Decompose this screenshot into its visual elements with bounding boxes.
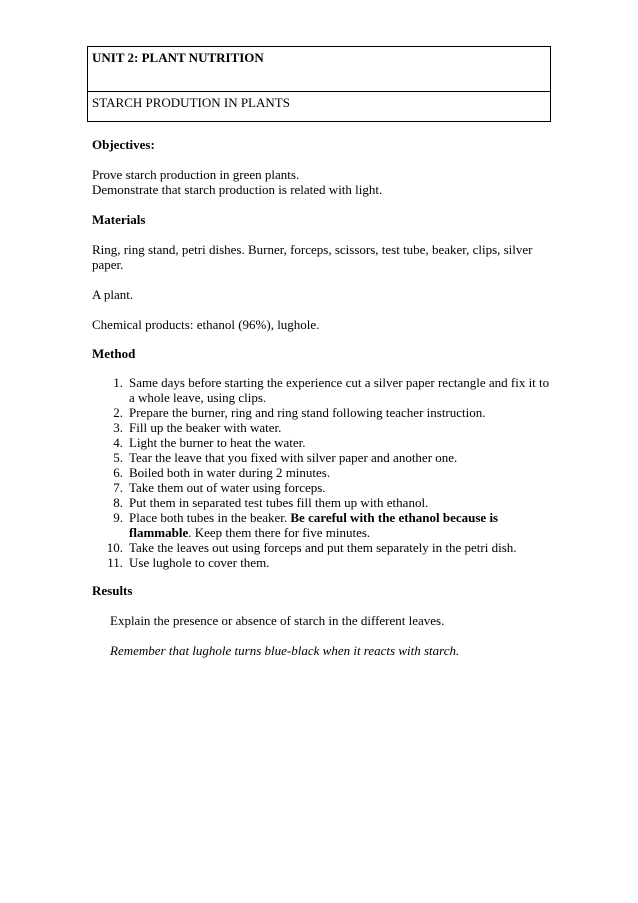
step-text: Use lughole to cover them.	[129, 555, 270, 570]
method-step	[92, 480, 552, 495]
method-step	[92, 435, 552, 450]
safety-warning: Be careful with the ethanol because is flammable	[129, 510, 499, 540]
unit-title: UNIT 2: PLANT NUTRITION	[92, 50, 264, 65]
step-text-after: . Keep them there for five minutes.	[188, 525, 371, 540]
objective-line-1: Prove starch production in green plants.	[92, 167, 300, 182]
topic-title: STARCH PRODUTION IN PLANTS	[92, 95, 290, 110]
step-text: Prepare the burner, ring and ring stand following teacher instruction.	[129, 405, 486, 420]
step-text: Fill up the beaker with water.	[129, 420, 282, 435]
step-number: 7.	[113, 480, 123, 495]
step-number: 5.	[113, 450, 123, 465]
method-heading: Method	[92, 346, 136, 361]
unit-header-row	[88, 47, 550, 92]
method-step	[92, 540, 552, 555]
method-step	[92, 495, 552, 510]
method-step	[92, 405, 552, 420]
method-step	[92, 450, 552, 465]
unit-header-table	[87, 46, 551, 122]
method-steps-list	[92, 375, 552, 570]
objective-line-2: Demonstrate that starch production is related with light.	[92, 182, 383, 197]
step-number: 9.	[113, 510, 123, 525]
step-text: Take them out of water using forceps.	[129, 480, 326, 495]
method-step	[92, 555, 552, 570]
step-text: Boiled both in water during 2 minutes.	[129, 465, 331, 480]
step-number: 1.	[113, 375, 123, 390]
method-step	[92, 465, 552, 480]
materials-heading: Materials	[92, 212, 146, 227]
step-text: Take the leaves out using forceps and put them separately in the petri dish.	[129, 540, 517, 555]
step-number: 2.	[113, 405, 123, 420]
method-step	[92, 420, 552, 435]
results-question: Explain the presence or absence of starch in the different leaves.	[110, 613, 445, 628]
step-number: 11.	[107, 555, 123, 570]
step-text: Tear the leave that you fixed with silver paper and another one.	[129, 450, 458, 465]
materials-chemicals: Chemical products: ethanol (96%), lughole.	[92, 317, 320, 332]
step-number: 6.	[113, 465, 123, 480]
materials-equipment: Ring, ring stand, petri dishes. Burner, forceps, scissors, test tube, beaker, clips, silver paper.	[92, 242, 533, 272]
step-number: 8.	[113, 495, 123, 510]
step-number: 10.	[106, 540, 123, 555]
step-number: 4.	[113, 435, 123, 450]
step-number: 3.	[113, 420, 123, 435]
step-text: Put them in separated test tubes fill them up with ethanol.	[129, 495, 429, 510]
results-note: Remember that lughole turns blue-black when it reacts with starch.	[110, 643, 460, 658]
objectives-heading: Objectives:	[92, 137, 155, 152]
step-text-before: Place both tubes in the beaker.	[129, 510, 291, 525]
materials-plant: A plant.	[92, 287, 134, 302]
step-text: Light the burner to heat the water.	[129, 435, 306, 450]
step-text: Same days before starting the experience cut a silver paper rectangle and fix it to a whole leave, using clips.	[129, 375, 550, 405]
results-heading: Results	[92, 583, 133, 598]
method-step	[92, 375, 552, 405]
method-step	[92, 510, 552, 540]
